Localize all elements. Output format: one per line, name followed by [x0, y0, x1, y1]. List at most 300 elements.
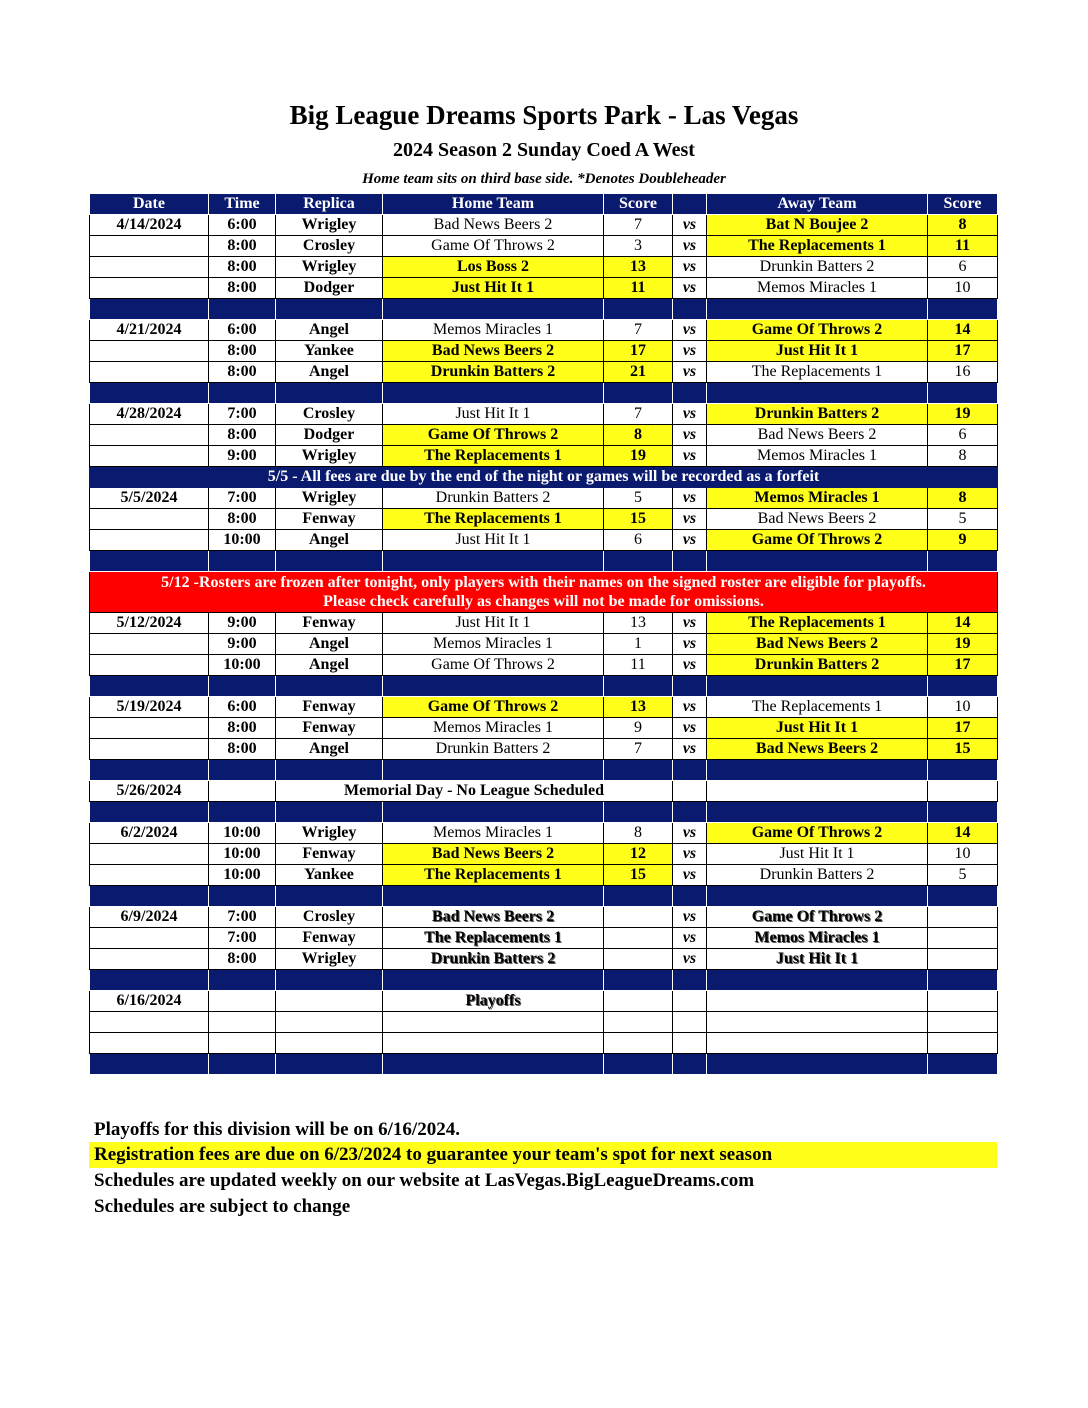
away-score: 19 [928, 404, 998, 425]
away-team: Game Of Throws 2 [707, 530, 928, 551]
game-time: 6:00 [209, 320, 276, 341]
game-time: 8:00 [209, 425, 276, 446]
separator-cell [673, 551, 707, 572]
away-team: Memos Miracles 1 [707, 928, 928, 949]
col-header-date: Date [90, 194, 209, 215]
away-score: 17 [928, 655, 998, 676]
game-row [90, 949, 998, 970]
home-team: Memos Miracles 1 [383, 718, 604, 739]
empty-cell [707, 991, 928, 1012]
away-score: 8 [928, 488, 998, 509]
empty-cell [707, 1033, 928, 1054]
home-score: 8 [604, 425, 673, 446]
game-field: Fenway [276, 718, 383, 739]
empty-cell [928, 781, 998, 802]
home-score: 15 [604, 865, 673, 886]
game-field: Angel [276, 362, 383, 383]
away-team: Memos Miracles 1 [707, 488, 928, 509]
separator-cell [383, 299, 604, 320]
away-team: Just Hit It 1 [707, 844, 928, 865]
game-time: 8:00 [209, 236, 276, 257]
vs-label: vs [673, 949, 707, 970]
col-header-replica: Replica [276, 194, 383, 215]
game-time: 8:00 [209, 257, 276, 278]
separator-cell [276, 760, 383, 781]
separator-cell [90, 760, 209, 781]
week-separator-row [90, 760, 998, 781]
empty-cell [209, 1012, 276, 1033]
home-score: 7 [604, 739, 673, 760]
week-separator-row [90, 551, 998, 572]
away-team: Drunkin Batters 2 [707, 865, 928, 886]
game-field: Angel [276, 634, 383, 655]
vs-label: vs [673, 865, 707, 886]
empty-cell [383, 1012, 604, 1033]
vs-label: vs [673, 362, 707, 383]
schedule-body [90, 194, 998, 1075]
game-field: Wrigley [276, 257, 383, 278]
game-time: 10:00 [209, 844, 276, 865]
home-team: Drunkin Batters 2 [383, 488, 604, 509]
home-score: 3 [604, 236, 673, 257]
separator-cell [928, 676, 998, 697]
game-time: 6:00 [209, 697, 276, 718]
vs-label: vs [673, 215, 707, 236]
fees-notice: 5/5 - All fees are due by the end of the night or games will be recorded as a forfeit [90, 467, 998, 488]
home-team: Memos Miracles 1 [383, 823, 604, 844]
separator-cell [604, 760, 673, 781]
game-date: 4/14/2024 [90, 215, 209, 236]
separator-cell [209, 886, 276, 907]
separator-cell [209, 383, 276, 404]
game-date: 6/9/2024 [90, 907, 209, 928]
game-row [90, 844, 998, 865]
separator-cell [707, 299, 928, 320]
home-score: 11 [604, 655, 673, 676]
home-score: 6 [604, 530, 673, 551]
game-row [90, 718, 998, 739]
home-team: Just Hit It 1 [383, 278, 604, 299]
game-row [90, 509, 998, 530]
separator-cell [276, 886, 383, 907]
week-separator-row [90, 802, 998, 823]
separator-cell [673, 760, 707, 781]
game-time: 10:00 [209, 865, 276, 886]
home-score: 1 [604, 634, 673, 655]
separator-cell [673, 802, 707, 823]
separator-cell [604, 802, 673, 823]
week-separator-row [90, 676, 998, 697]
home-score: 5 [604, 488, 673, 509]
game-date: 5/26/2024 [90, 781, 209, 802]
separator-cell [383, 551, 604, 572]
game-time: 8:00 [209, 718, 276, 739]
empty-cell [707, 1012, 928, 1033]
game-date [90, 257, 209, 278]
game-time: 8:00 [209, 509, 276, 530]
away-team: Bad News Beers 2 [707, 739, 928, 760]
game-field: Crosley [276, 907, 383, 928]
away-score: 8 [928, 215, 998, 236]
page-title: Big League Dreams Sports Park - Las Vegas [289, 100, 799, 130]
separator-cell [383, 1054, 604, 1075]
col-header-away-team: Away Team [707, 194, 928, 215]
game-field: Angel [276, 655, 383, 676]
roster-alert-row [90, 572, 998, 613]
game-row [90, 215, 998, 236]
vs-label: vs [673, 425, 707, 446]
separator-cell [673, 970, 707, 991]
away-score: 5 [928, 509, 998, 530]
away-score: 10 [928, 844, 998, 865]
away-team: Drunkin Batters 2 [707, 655, 928, 676]
game-row [90, 613, 998, 634]
vs-label: vs [673, 530, 707, 551]
home-team: Drunkin Batters 2 [383, 739, 604, 760]
separator-cell [673, 886, 707, 907]
game-date [90, 844, 209, 865]
empty-cell [276, 991, 383, 1012]
game-field: Wrigley [276, 488, 383, 509]
away-team: Bat N Boujee 2 [707, 215, 928, 236]
separator-cell [604, 886, 673, 907]
game-date [90, 509, 209, 530]
separator-cell [604, 1054, 673, 1075]
game-row [90, 320, 998, 341]
away-team: Game Of Throws 2 [707, 320, 928, 341]
vs-label: vs [673, 509, 707, 530]
game-date [90, 949, 209, 970]
away-team: Bad News Beers 2 [707, 634, 928, 655]
empty-cell [383, 1033, 604, 1054]
game-date [90, 362, 209, 383]
away-score: 17 [928, 341, 998, 362]
away-score: 10 [928, 278, 998, 299]
home-score: 12 [604, 844, 673, 865]
game-field: Wrigley [276, 823, 383, 844]
vs-label: vs [673, 739, 707, 760]
game-date: 4/28/2024 [90, 404, 209, 425]
game-time: 8:00 [209, 739, 276, 760]
game-row [90, 404, 998, 425]
game-date [90, 278, 209, 299]
game-field: Fenway [276, 928, 383, 949]
separator-cell [928, 383, 998, 404]
vs-label: vs [673, 697, 707, 718]
game-row [90, 530, 998, 551]
vs-label: vs [673, 907, 707, 928]
home-score: 13 [604, 257, 673, 278]
game-date [90, 236, 209, 257]
away-team: The Replacements 1 [707, 697, 928, 718]
game-time: 6:00 [209, 215, 276, 236]
footer-playoffs-note: Playoffs for this division will be on 6/16/2024. [94, 1119, 460, 1140]
week-separator-row [90, 886, 998, 907]
vs-label: vs [673, 634, 707, 655]
home-team: Game Of Throws 2 [383, 697, 604, 718]
home-score: 8 [604, 823, 673, 844]
separator-cell [707, 1054, 928, 1075]
vs-label: vs [673, 257, 707, 278]
home-team: Game Of Throws 2 [383, 425, 604, 446]
vs-label: vs [673, 655, 707, 676]
empty-cell [90, 1012, 209, 1033]
separator-cell [209, 970, 276, 991]
separator-cell [928, 551, 998, 572]
game-row [90, 236, 998, 257]
game-date: 5/5/2024 [90, 488, 209, 509]
game-time: 9:00 [209, 446, 276, 467]
game-field: Yankee [276, 341, 383, 362]
game-date: 5/12/2024 [90, 613, 209, 634]
game-field: Angel [276, 530, 383, 551]
week-separator-row [90, 299, 998, 320]
away-score: 14 [928, 823, 998, 844]
holiday-note: Memorial Day - No League Scheduled [276, 781, 673, 802]
away-team: Memos Miracles 1 [707, 278, 928, 299]
game-field: Wrigley [276, 949, 383, 970]
away-score: 10 [928, 697, 998, 718]
empty-cell [928, 1012, 998, 1033]
home-team: Bad News Beers 2 [383, 341, 604, 362]
vs-label: vs [673, 446, 707, 467]
separator-cell [209, 802, 276, 823]
empty-cell [276, 1033, 383, 1054]
home-team: Game Of Throws 2 [383, 655, 604, 676]
game-date [90, 718, 209, 739]
away-team: Just Hit It 1 [707, 718, 928, 739]
away-score [928, 907, 998, 928]
playoffs-row [90, 991, 998, 1012]
separator-cell [383, 802, 604, 823]
home-score: 21 [604, 362, 673, 383]
game-time: 10:00 [209, 823, 276, 844]
away-team: Game Of Throws 2 [707, 823, 928, 844]
away-team: Bad News Beers 2 [707, 509, 928, 530]
roster-alert [90, 572, 998, 613]
week-separator-row [90, 383, 998, 404]
vs-label: vs [673, 404, 707, 425]
separator-cell [90, 299, 209, 320]
game-field: Dodger [276, 425, 383, 446]
vs-label: vs [673, 718, 707, 739]
empty-row [90, 1033, 998, 1054]
home-score: 7 [604, 320, 673, 341]
game-time: 8:00 [209, 278, 276, 299]
table-header-row [90, 194, 998, 215]
separator-cell [928, 299, 998, 320]
vs-label: vs [673, 613, 707, 634]
separator-cell [90, 886, 209, 907]
game-field: Wrigley [276, 446, 383, 467]
game-time: 9:00 [209, 613, 276, 634]
game-date [90, 530, 209, 551]
game-field: Wrigley [276, 215, 383, 236]
game-date [90, 655, 209, 676]
home-team: Drunkin Batters 2 [383, 949, 604, 970]
separator-cell [276, 551, 383, 572]
separator-cell [928, 970, 998, 991]
empty-cell [707, 781, 928, 802]
separator-cell [707, 802, 928, 823]
home-team: Just Hit It 1 [383, 613, 604, 634]
col-header-away-score: Score [928, 194, 998, 215]
away-score: 11 [928, 236, 998, 257]
game-row [90, 278, 998, 299]
playoffs-label: Playoffs [383, 991, 604, 1012]
roster-alert-line-2: Please check carefully as changes will not be made for omissions. [323, 593, 764, 610]
home-score [604, 949, 673, 970]
game-field: Angel [276, 320, 383, 341]
week-separator-row [90, 970, 998, 991]
separator-cell [928, 886, 998, 907]
away-score: 17 [928, 718, 998, 739]
home-team: The Replacements 1 [383, 865, 604, 886]
home-score: 13 [604, 697, 673, 718]
footer-registration-note: Registration fees are due on 6/23/2024 to guarantee your team's spot for next season [89, 1142, 997, 1168]
separator-cell [673, 383, 707, 404]
game-date [90, 739, 209, 760]
game-field: Angel [276, 739, 383, 760]
game-date [90, 634, 209, 655]
separator-cell [276, 1054, 383, 1075]
col-header-vs [673, 194, 707, 215]
empty-row [90, 1012, 998, 1033]
away-score: 6 [928, 257, 998, 278]
separator-cell [90, 383, 209, 404]
separator-cell [209, 1054, 276, 1075]
game-date [90, 865, 209, 886]
away-team: The Replacements 1 [707, 362, 928, 383]
game-row [90, 928, 998, 949]
separator-cell [209, 551, 276, 572]
away-team: The Replacements 1 [707, 613, 928, 634]
separator-cell [604, 299, 673, 320]
separator-cell [90, 676, 209, 697]
away-score: 9 [928, 530, 998, 551]
away-team: The Replacements 1 [707, 236, 928, 257]
separator-cell [209, 676, 276, 697]
separator-cell [604, 676, 673, 697]
away-team: Memos Miracles 1 [707, 446, 928, 467]
game-field: Fenway [276, 613, 383, 634]
week-separator-row [90, 1054, 998, 1075]
game-time: 10:00 [209, 530, 276, 551]
game-date: 6/2/2024 [90, 823, 209, 844]
game-date [90, 341, 209, 362]
separator-cell [673, 1054, 707, 1075]
home-team: Bad News Beers 2 [383, 907, 604, 928]
fees-notice-row [90, 467, 998, 488]
away-score [928, 949, 998, 970]
schedule-note: Home team sits on third base side. *Denotes Doubleheader [362, 171, 726, 187]
game-row [90, 488, 998, 509]
away-team: Bad News Beers 2 [707, 425, 928, 446]
vs-label: vs [673, 341, 707, 362]
col-header-home-score: Score [604, 194, 673, 215]
separator-cell [276, 970, 383, 991]
separator-cell [707, 676, 928, 697]
game-date [90, 928, 209, 949]
vs-label: vs [673, 320, 707, 341]
separator-cell [673, 299, 707, 320]
vs-label: vs [673, 488, 707, 509]
empty-cell [673, 991, 707, 1012]
footer-website-note: Schedules are updated weekly on our website at LasVegas.BigLeagueDreams.com [94, 1170, 755, 1191]
game-row [90, 634, 998, 655]
empty-cell [928, 991, 998, 1012]
separator-cell [383, 676, 604, 697]
game-time: 10:00 [209, 655, 276, 676]
away-score [928, 928, 998, 949]
empty-cell [604, 1012, 673, 1033]
empty-cell [209, 991, 276, 1012]
home-score: 11 [604, 278, 673, 299]
away-score: 16 [928, 362, 998, 383]
game-field: Fenway [276, 844, 383, 865]
game-date: 4/21/2024 [90, 320, 209, 341]
empty-cell [209, 1033, 276, 1054]
game-row [90, 907, 998, 928]
empty-cell [276, 1012, 383, 1033]
away-score: 19 [928, 634, 998, 655]
separator-cell [209, 299, 276, 320]
game-time: 9:00 [209, 634, 276, 655]
game-row [90, 865, 998, 886]
home-score: 7 [604, 215, 673, 236]
roster-alert-line-1: 5/12 -Rosters are frozen after tonight, only players with their names on the signed roster are eligible for playoffs. [161, 574, 926, 591]
holiday-row [90, 781, 998, 802]
home-score: 9 [604, 718, 673, 739]
empty-cell [673, 1012, 707, 1033]
game-row [90, 341, 998, 362]
separator-cell [707, 886, 928, 907]
vs-label: vs [673, 844, 707, 865]
separator-cell [383, 886, 604, 907]
separator-cell [707, 970, 928, 991]
away-score: 5 [928, 865, 998, 886]
game-date [90, 425, 209, 446]
home-team: Bad News Beers 2 [383, 844, 604, 865]
away-score: 6 [928, 425, 998, 446]
game-time: 8:00 [209, 341, 276, 362]
separator-cell [90, 802, 209, 823]
separator-cell [604, 970, 673, 991]
home-team: The Replacements 1 [383, 509, 604, 530]
game-field: Yankee [276, 865, 383, 886]
game-date [90, 446, 209, 467]
separator-cell [673, 676, 707, 697]
home-team: Game Of Throws 2 [383, 236, 604, 257]
home-team: The Replacements 1 [383, 928, 604, 949]
home-team: Drunkin Batters 2 [383, 362, 604, 383]
game-row [90, 739, 998, 760]
home-score: 17 [604, 341, 673, 362]
separator-cell [90, 970, 209, 991]
home-score [604, 928, 673, 949]
away-team: Just Hit It 1 [707, 949, 928, 970]
separator-cell [383, 760, 604, 781]
home-team: Just Hit It 1 [383, 530, 604, 551]
home-score: 15 [604, 509, 673, 530]
home-score: 13 [604, 613, 673, 634]
game-row [90, 362, 998, 383]
away-team: Drunkin Batters 2 [707, 257, 928, 278]
away-score: 14 [928, 613, 998, 634]
away-score: 15 [928, 739, 998, 760]
game-row [90, 697, 998, 718]
separator-cell [707, 383, 928, 404]
